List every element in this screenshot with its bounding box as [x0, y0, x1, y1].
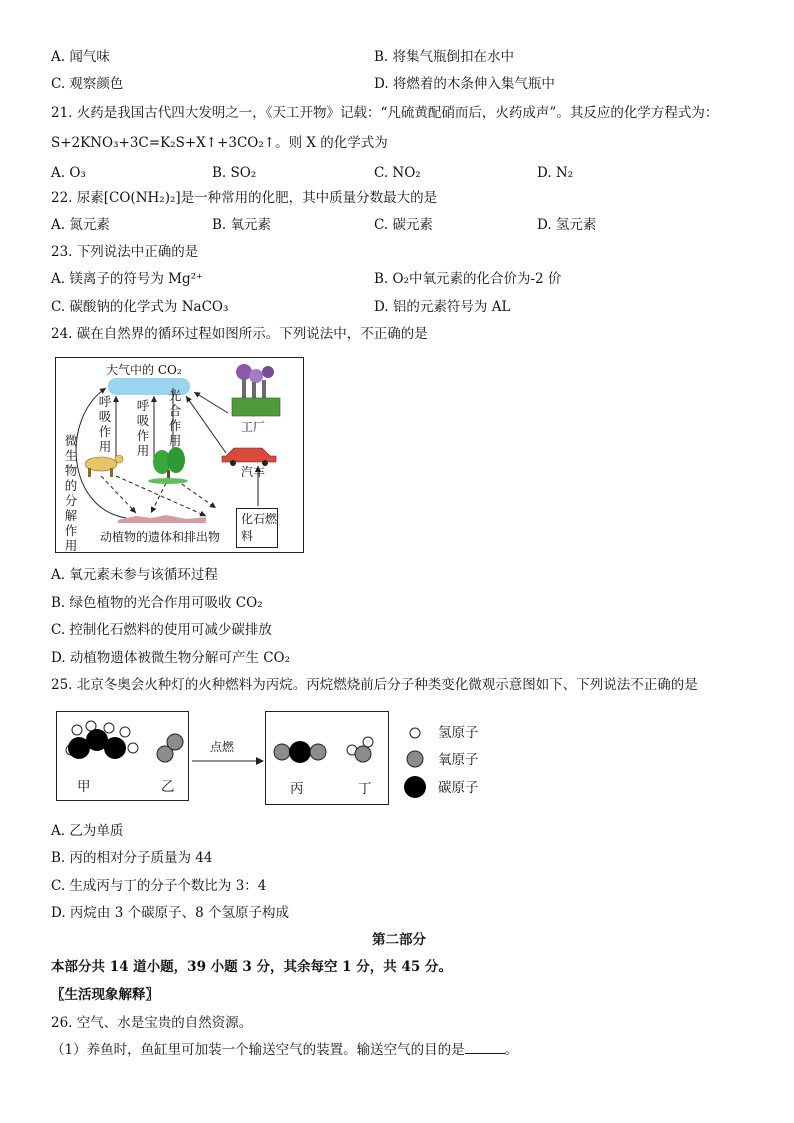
q25-option-b: B. 丙的相对分子质量为 44 — [51, 850, 213, 866]
respiration-label-2: 呼吸作用 — [136, 398, 150, 458]
microbe-decomposition-label: 微生物的分解作用 — [64, 433, 78, 553]
q24-option-c: C. 控制化石燃料的使用可减少碳排放 — [51, 622, 272, 638]
section-heading: 〖生活现象解释〗 — [51, 987, 159, 1003]
fossil-fuel-label: 化石燃料 — [241, 512, 278, 543]
q25-option-d: D. 丙烷由 3 个碳原子、8 个氢原子构成 — [51, 905, 289, 921]
legend-carbon: 碳原子 — [438, 780, 479, 796]
co2-molecule — [274, 741, 326, 763]
q26-sub1-text: （1）养鱼时，鱼缸里可加装一个输送空气的装置。输送空气的目的是 — [51, 1042, 465, 1058]
q22-option-b: B. 氧元素 — [212, 217, 272, 233]
factory-illustration — [232, 364, 280, 416]
part2-note: 本部分共 14 道小题，39 小题 3 分，其余每空 1 分，共 45 分。 — [51, 959, 452, 975]
cow-illustration — [85, 455, 123, 477]
q21-option-b: B. SO₂ — [212, 165, 257, 181]
part2-title: 第二部分 — [372, 932, 426, 948]
reactants-box — [56, 711, 189, 801]
q26-sub1-end: 。 — [504, 1042, 519, 1058]
atmosphere-co2-label: 大气中的 CO₂ — [106, 363, 182, 377]
q26-sub1 — [51, 1041, 518, 1059]
factory-label: 工厂 — [241, 420, 266, 434]
respiration-label-1: 呼吸作用 — [98, 394, 112, 454]
reaction-arrow — [190, 755, 265, 767]
fossil-fuel-box — [236, 508, 278, 548]
q23-option-d: D. 铝的元素符号为 AL — [374, 299, 511, 315]
water-molecule — [347, 737, 373, 762]
q21-equation: S+2KNO₃+3C=K₂S+X↑+3CO₂↑。则 X 的化学式为 — [51, 135, 388, 151]
q21-option-c: C. NO₂ — [374, 165, 421, 181]
q25-option-c: C. 生成丙与丁的分子个数比为 3：4 — [51, 878, 267, 894]
label-yi: 乙 — [161, 779, 175, 795]
ignite-label: 点燃 — [210, 740, 235, 754]
q20-option-b: B. 将集气瓶倒扣在水中 — [374, 49, 515, 65]
q25-stem: 25. 北京冬奥会火种灯的火种燃料为丙烷。丙烷燃烧前后分子种类变化微观示意图如下、下列说法不正确的是 — [51, 677, 698, 693]
q22-stem: 22. 尿素[CO(NH₂)₂]是一种常用的化肥，其中质量分数最大的是 — [51, 190, 438, 206]
legend-hydrogen: 氢原子 — [438, 725, 479, 741]
q22-option-a: A. 氮元素 — [51, 217, 110, 233]
q23-option-a: A. 镁离子的符号为 Mg²⁺ — [51, 271, 204, 287]
oxygen-molecule — [157, 734, 183, 762]
remains-label: 动植物的遗体和排出物 — [100, 530, 221, 544]
q23-option-c: C. 碳酸钠的化学式为 NaCO₃ — [51, 299, 229, 315]
q23-option-b: B. O₂中氧元素的化合价为-2 价 — [374, 271, 562, 287]
q21-option-a: A. O₃ — [51, 165, 86, 181]
car-label: 汽车 — [241, 465, 266, 479]
oxygen-atom-symbol — [407, 751, 423, 767]
hydrogen-atom-symbol — [410, 728, 420, 738]
q26-stem: 26. 空气、水是宝贵的自然资源。 — [51, 1015, 253, 1031]
q21-stem: 21. 火药是我国古代四大发明之一，《天工开物》记载：“凡硫黄配硝而后，火药成声”。其反应的化学方程式为： — [51, 105, 719, 121]
label-bing: 丙 — [290, 781, 304, 797]
label-ding: 丁 — [358, 781, 372, 797]
q23-stem: 23. 下列说法中正确的是 — [51, 244, 199, 260]
propane-molecule — [66, 721, 138, 759]
q20-option-c: C. 观察颜色 — [51, 76, 124, 92]
remains-illustration — [118, 515, 206, 523]
q24-option-b: B. 绿色植物的光合作用可吸收 CO₂ — [51, 595, 263, 611]
q22-option-d: D. 氢元素 — [537, 217, 597, 233]
label-jia: 甲 — [77, 779, 91, 795]
legend-oxygen: 氧原子 — [438, 752, 479, 768]
q24-stem: 24. 碳在自然界的循环过程如图所示。下列说法中，不正确的是 — [51, 326, 428, 342]
answer-blank[interactable] — [465, 1041, 505, 1054]
carbon-cycle-diagram — [55, 357, 304, 553]
q24-option-d: D. 动植物遗体被微生物分解可产生 CO₂ — [51, 650, 291, 666]
atom-legend-symbols — [403, 722, 427, 802]
q24-option-a: A. 氧元素未参与该循环过程 — [51, 567, 218, 583]
q21-option-d: D. N₂ — [537, 165, 574, 181]
carbon-atom-symbol — [404, 776, 426, 798]
products-box — [265, 711, 389, 805]
q22-option-c: C. 碳元素 — [374, 217, 433, 233]
q20-option-d: D. 将燃着的木条伸入集气瓶中 — [374, 76, 555, 92]
photosynthesis-label: 光合作用 — [168, 388, 182, 448]
q20-option-a: A. 闻气味 — [51, 49, 110, 65]
q25-option-a: A. 乙为单质 — [51, 823, 124, 839]
